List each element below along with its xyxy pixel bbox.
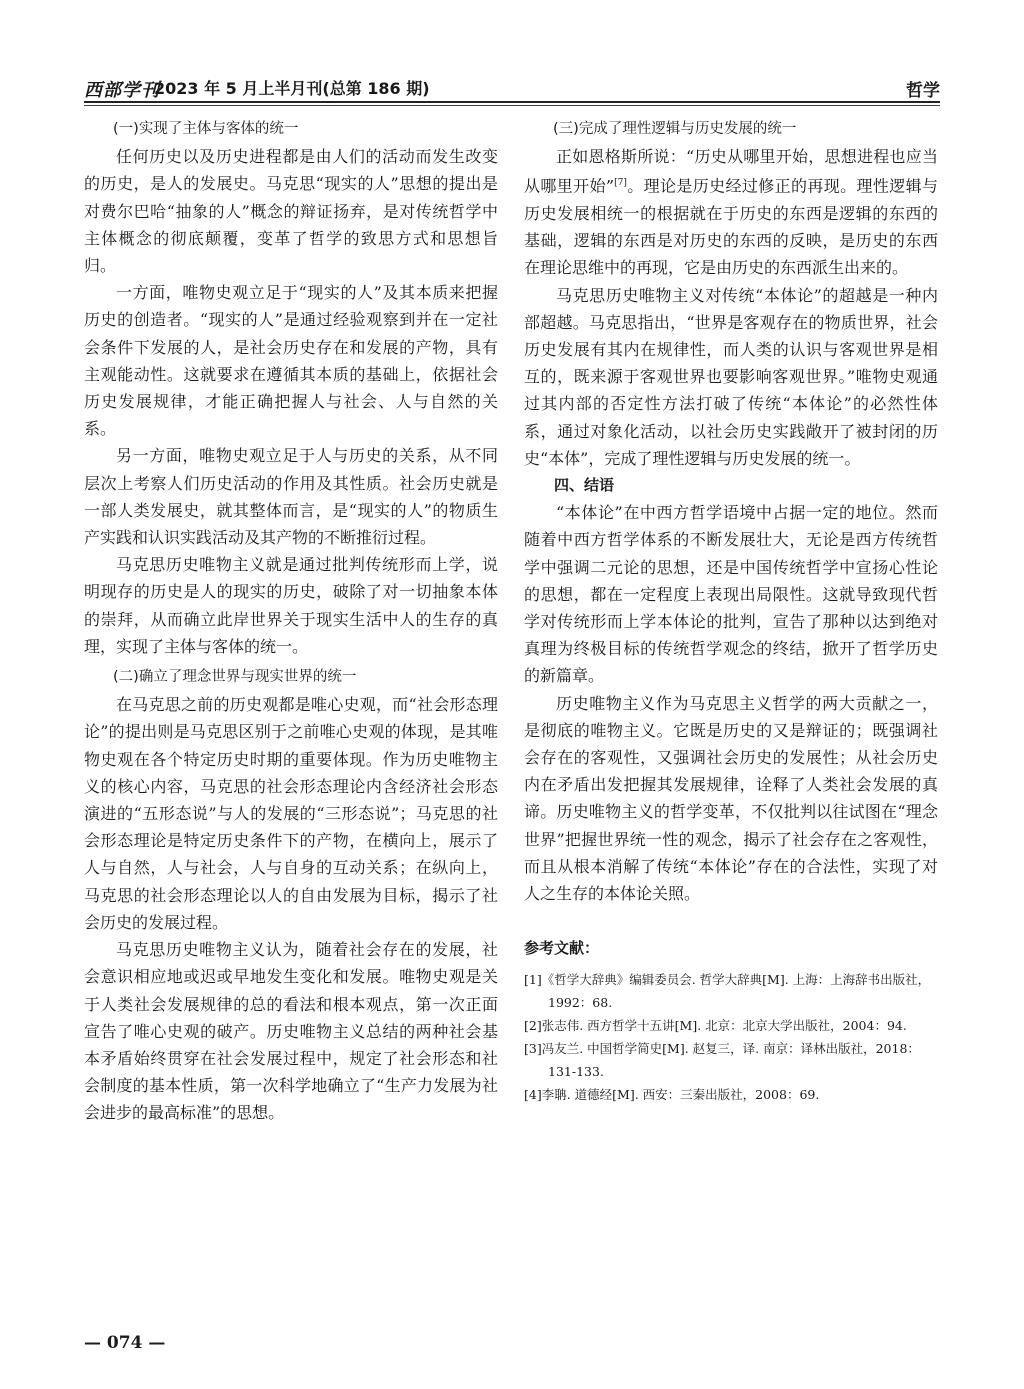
- page-header: [84, 70, 940, 100]
- paragraph: [524, 143, 938, 281]
- section-heading: 四、结语: [554, 475, 615, 494]
- paragraph: 另一方面，唯物史观立足于人与历史的关系，从不同层次上考察人们历史活动的作用及其性质。社会历史就是一部人类发展史，就其整体而言，是“现实的人”的物质生产实践和认识实践活动及其产物的不断推衍过程。: [84, 446, 498, 548]
- paragraph: 任何历史以及历史进程都是由人们的活动而发生改变的历史，是人的发展史。马克思“现实的人”思想的提出是对费尔巴哈“抽象的人”概念的辩证扬弃，是对传统哲学中主体概念的彻底颠覆，变革了哲学的致思方式和思想旨归。: [84, 147, 498, 276]
- left-column: [84, 112, 498, 1127]
- right-column: [524, 112, 938, 1106]
- paragraph: 马克思历史唯物主义认为，随着社会存在的发展，社会意识相应地或迟或早地发生变化和发展。唯物史观是关于人类社会发展规律的总的看法和根本观点，第一次正面宣告了唯心史观的破产。历史唯物主义总结的两种社会基本矛盾始终贯穿在社会发展过程中，规定了社会形态和社会制度的基本性质，第一次科学地确立了“生产力发展为社会进步的最高标准”的思想。: [84, 940, 498, 1123]
- section-label: 哲学: [906, 81, 940, 101]
- paragraph: “本体论”在中西方哲学语境中占据一定的地位。然而随着中西方哲学体系的不断发展壮大，无论是西方传统哲学中强调二元论的思想，还是中国传统哲学中宣扬心性论的思想，都在一定程度上表现出局限性。这就导致现代哲学对传统形而上学本体论的批判，宣告了那种以达到绝对真理为终极目标的传统哲学观念的终结，掀开了哲学历史的新篇章。: [524, 503, 938, 686]
- paragraph: 马克思历史唯物主义对传统“本体论”的超越是一种内部超越。马克思指出，“世界是客观存在的物质世界，社会历史发展有其内在规律性，而人类的认识与客观世界是相互的，既来源于客观世界也要影响客观世界。”唯物史观通过其内部的否定性方法打破了传统“本体论”的必然性体系，通过对象化活动，以社会历史实践敞开了被封闭的历史“本体”，完成了理性逻辑与历史发展的统一。: [524, 285, 938, 468]
- reference-item: [1]《哲学大辞典》编辑委员会. 哲学大辞典[M]. 上海：上海辞书出版社，1992：68.: [524, 972, 931, 1011]
- paragraph: 马克思历史唯物主义就是通过批判传统形而上学，说明现存的历史是人的现实的历史，破除了对一切抽象本体的崇拜，从而确立此岸世界关于现实生活中人的生存的真理，实现了主体与客体的统一。: [84, 555, 498, 656]
- issue-info: 2023 年 5 月上半月刊(总第 186 期): [154, 79, 430, 98]
- paragraph: 历史唯物主义作为马克思主义哲学的两大贡献之一，是彻底的唯物主义。它既是历史的又是辩证的；既强调社会存在的客观性，又强调社会历史的发展性；从社会历史内在矛盾出发把握其发展规律，诠释了人类社会发展的真谛。历史唯物主义的哲学变革，不仅批判以往试图在“理念世界”把握世界统一性的观念，揭示了社会存在之客观性，而且从根本消解了传统“本体论”存在的合法性，实现了对人之生存的本体论关照。: [524, 693, 938, 904]
- subheading: (一)实现了主体与客体的统一: [113, 121, 299, 137]
- paragraph-text: 正如恩格斯所说：“历史从哪里开始，思想进程也应当从哪里开始”: [524, 147, 938, 196]
- journal-logo: 西部学刊: [84, 80, 160, 101]
- reference-item: [4]李聃. 道德经[M]. 西安：三秦出版社，2008：69.: [524, 1087, 820, 1103]
- reference-item: [3]冯友兰. 中国哲学简史[M]. 赵复三，译. 南京：译林出版社，2018：131-133.: [524, 1041, 920, 1080]
- paragraph: 一方面，唯物史观立足于“现实的人”及其本质来把握历史的创造者。“现实的人”是通过经验观察到并在一定社会条件下发展的人，是社会历史存在和发展的产物，具有主观能动性。这就要求在遵循其本质的基础上，依据社会历史发展规律，才能正确把握人与社会、人与自然的关系。: [84, 283, 498, 439]
- subheading: (三)完成了理性逻辑与历史发展的统一: [553, 121, 797, 137]
- page-number: — 074 —: [84, 1333, 166, 1353]
- reference-item: [2]张志伟. 西方哲学十五讲[M]. 北京：北京大学出版社，2004：94.: [524, 1018, 907, 1034]
- subheading: (二)确立了理念世界与现实世界的统一: [113, 669, 357, 686]
- citation-marker: [7]: [614, 178, 627, 189]
- paragraph: 在马克思之前的历史观都是唯心史观，而“社会形态理论”的提出则是马克思区别于之前唯心史观的体现，是其唯物史观在各个特定历史时期的重要体现。作为历史唯物主义的核心内容，马克思的社会形态理论内含经济社会形态演进的“五形态说”与人的发展的“三形态说”；马克思的社会形态理论是特定历史条件下的产物，在横向上，展示了人与自然，人与社会，人与自身的互动关系；在纵向上，马克思的社会形态理论以人的自由发展为目标，揭示了社会历史的发展过程。: [84, 695, 498, 932]
- header-rule: [84, 101, 940, 103]
- paragraph-text: 。理论是历史经过修正的再现。理性逻辑与历史发展相统一的根据就在于历史的东西是逻辑的东西的基础，逻辑的东西是对历史的东西的反映，是历史的东西在理论思维中的再现，它是由历史的东西派生出来的。: [524, 176, 938, 278]
- header-rule-thin: [84, 105, 940, 106]
- references-title: 参考文献：: [524, 939, 600, 958]
